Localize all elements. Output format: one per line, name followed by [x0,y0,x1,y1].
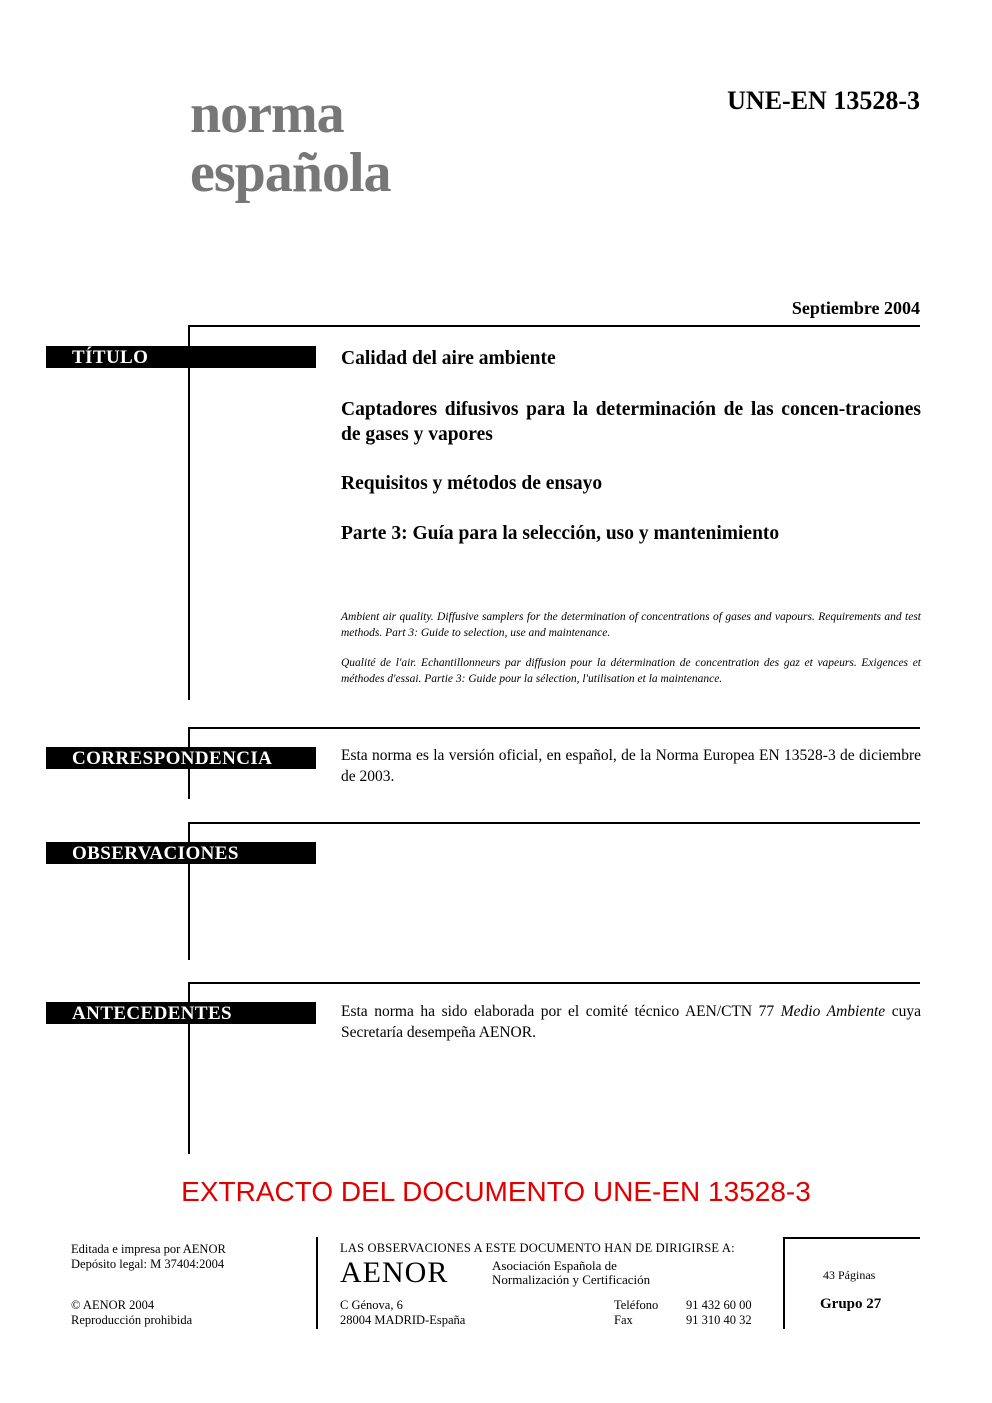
observations-notice: LAS OBSERVACIONES A ESTE DOCUMENTO HAN DE DIRIGIRSE A: [340,1241,735,1255]
vertical-rule [188,325,190,700]
brand-norma: norma [190,83,344,145]
footer-separator [316,1237,318,1329]
pages-box-left [783,1237,785,1329]
title-line-3: Requisitos y métodos de ensayo [341,473,603,494]
copyright: © AENOR 2004 [71,1298,155,1312]
group-number: Grupo 27 [820,1296,882,1312]
fax-label: Fax [614,1313,633,1327]
divider [188,325,920,327]
aenor-full-name [492,1259,650,1287]
title-translation-fr: Qualité de l'air. Echantillonneurs par diffusion pour la détermination de concentration des gaz et vapeurs. Exigences et méthodes d'essai. Partie 3: Guide pour la sélection, l'utilisation et la maintenance. [341,657,921,685]
reproduction-notice: Reproducción prohibida [71,1313,193,1327]
address-line2: 28004 MADRID-España [340,1313,466,1327]
aenor-logo: AENOR [340,1256,449,1289]
page-count: 43 Páginas [823,1268,876,1282]
address-line1: C Génova, 6 [340,1298,403,1312]
extract-watermark: EXTRACTO DEL DOCUMENTO UNE-EN 13528-3 [181,1176,811,1207]
correspondencia-text: Esta norma es la versión oficial, en español, de la Norma Europea EN 13528-3 de diciembre de 2003. [341,747,921,785]
divider [188,982,920,984]
section-label-titulo: TÍTULO [46,346,316,368]
brand-espanola: española [190,142,391,204]
title-line-4: Parte 3: Guía para la selección, uso y mantenimiento [341,523,780,544]
edited-by: Editada e impresa por AENOR [71,1242,226,1256]
divider [188,727,920,729]
org-name-line1: Asociación Española de [492,1258,617,1273]
phone-number: 91 432 60 00 [686,1298,752,1312]
title-translation-en: Ambient air quality. Diffusive samplers for the determination of concentrations of gases and vapours. Requirements and test methods. Part 3: Guide to selection, use and maintenance. [341,611,921,639]
pages-box-top [783,1237,920,1239]
fax-number: 91 310 40 32 [686,1313,752,1327]
antecedentes-text-end: cuya Secretaría desempeña AENOR. [341,1003,921,1041]
phone-label: Teléfono [614,1298,659,1312]
org-name-line2: Normalización y Certificación [492,1272,651,1287]
title-line-1: Calidad del aire ambiente [341,348,556,369]
antecedentes-text [341,1001,921,1043]
title-line-2: Captadores difusivos para la determinación de las concen-traciones de gases y vapores [341,399,921,445]
section-label-observaciones: OBSERVACIONES [46,842,316,864]
divider [188,822,920,824]
section-label-correspondencia: CORRESPONDENCIA [46,747,316,769]
publication-date: Septiembre 2004 [791,298,920,318]
antecedentes-text-start: Esta norma ha sido elaborada por el comité técnico AEN/CTN 77 [341,1003,781,1020]
document-number: UNE-EN 13528-3 [727,86,920,115]
legal-deposit: Depósito legal: M 37404:2004 [71,1257,225,1271]
committee-name: Medio Ambiente [780,1003,886,1020]
section-label-antecedentes: ANTECEDENTES [46,1002,316,1024]
